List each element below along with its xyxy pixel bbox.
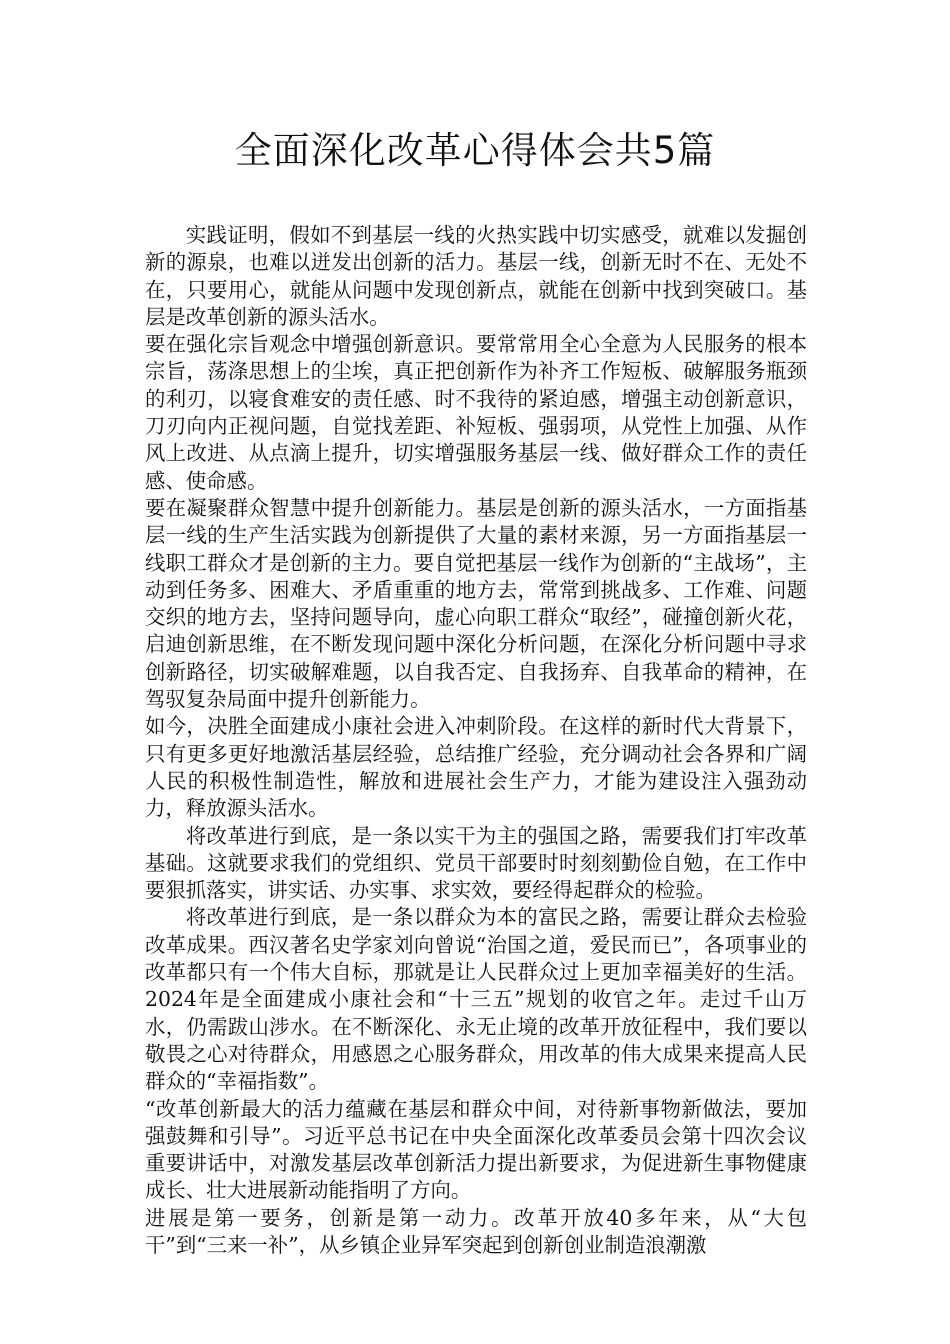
document-title: 全面深化改革心得体会共5篇 [234, 129, 716, 172]
paragraph: 要在强化宗旨观念中增强创新意识。要常常用全心全意为人民服务的根本宗旨，荡涤思想上的尘埃，真正把创新作为补齐工作短板、破解服务瓶颈的利刃，以寝食难安的责任感、时不我待的紧迫感，增强主动创新意识，刀刃向内正视问题，自觉找差距、补短板、强弱项，从党性上加强、从作风上改进、从点滴上提升，切实增强服务基层一线、做好群众工作的责任感、使命感。 [145, 332, 807, 493]
paragraph: 将改革进行到底，是一条以实干为主的强国之路，需要我们打牢改革基础。这就要求我们的党组织、党员干部要时时刻刻勤俭自勉，在工作中要狠抓落实，讲实话、办实事、求实效，要经得起群众的检验。 [145, 823, 807, 903]
paragraph: 要在凝聚群众智慧中提升创新能力。基层是创新的源头活水，一方面指基层一线的生产生活实践为创新提供了大量的素材来源，另一方面指基层一线职工群众才是创新的主力。要自觉把基层一线作为创新的“主战场”，主动到任务多、困难大、矛盾重重的地方去，常常到挑战多、工作难、问题交织的地方去，坚持问题导向，虚心向职工群众“取经”，碰撞创新火花，启迪创新思维，在不断发现问题中深化分析问题，在深化分析问题中寻求创新路径，切实破解难题，以自我否定、自我扬弃、自我革命的精神，在驾驭复杂局面中提升创新能力。 [145, 495, 807, 712]
paragraph: 将改革进行到底，是一条以群众为本的富民之路，需要让群众去检验改革成果。西汉著名史学家刘向曾说“治国之道，爱民而已”，各项事业的改革都只有一个伟大自标，那就是让人民群众过上更加幸福美好的生活。2024年是全面建成小康社会和“十三五”规划的收官之年。走过千山万水，仍需跋山涉水。在不断深化、永无止境的改革开放征程中，我们要以敬畏之心对待群众，用感恩之心服务群众，用改革的伟大成果来提高人民群众的“幸福指数”。 [145, 905, 807, 1094]
paragraph: 实践证明，假如不到基层一线的火热实践中切实感受，就难以发掘创新的源泉，也难以迸发出创新的活力。基层一线，创新无时不在、无处不在，只要用心，就能从问题中发现创新点，就能在创新中找到突破口。基层是改革创新的源头活水。 [145, 223, 807, 329]
paragraph: “改革创新最大的活力蕴藏在基层和群众中间，对待新事物新做法，要加强鼓舞和引导”。习近平总书记在中央全面深化改革委员会第十四次会议重要讲话中，对激发基层改革创新活力提出新要求，为促进新生事物健康成长、壮大进展新动能指明了方向。 [145, 1096, 807, 1203]
paragraph: 进展是第一要务，创新是第一动力。改革开放40多年来，从“大包干”到“三来一补”，从乡镇企业异军突起到创新创业制造浪潮激 [145, 1205, 807, 1257]
document-body [145, 222, 807, 1259]
paragraph: 如今，决胜全面建成小康社会进入冲刺阶段。在这样的新时代大背景下，只有更多更好地激活基层经验，总结推广经验，充分调动社会各界和广阔人民的积极性制造性，解放和进展社会生产力，才能为建设注入强劲动力，释放源头活水。 [145, 714, 807, 821]
